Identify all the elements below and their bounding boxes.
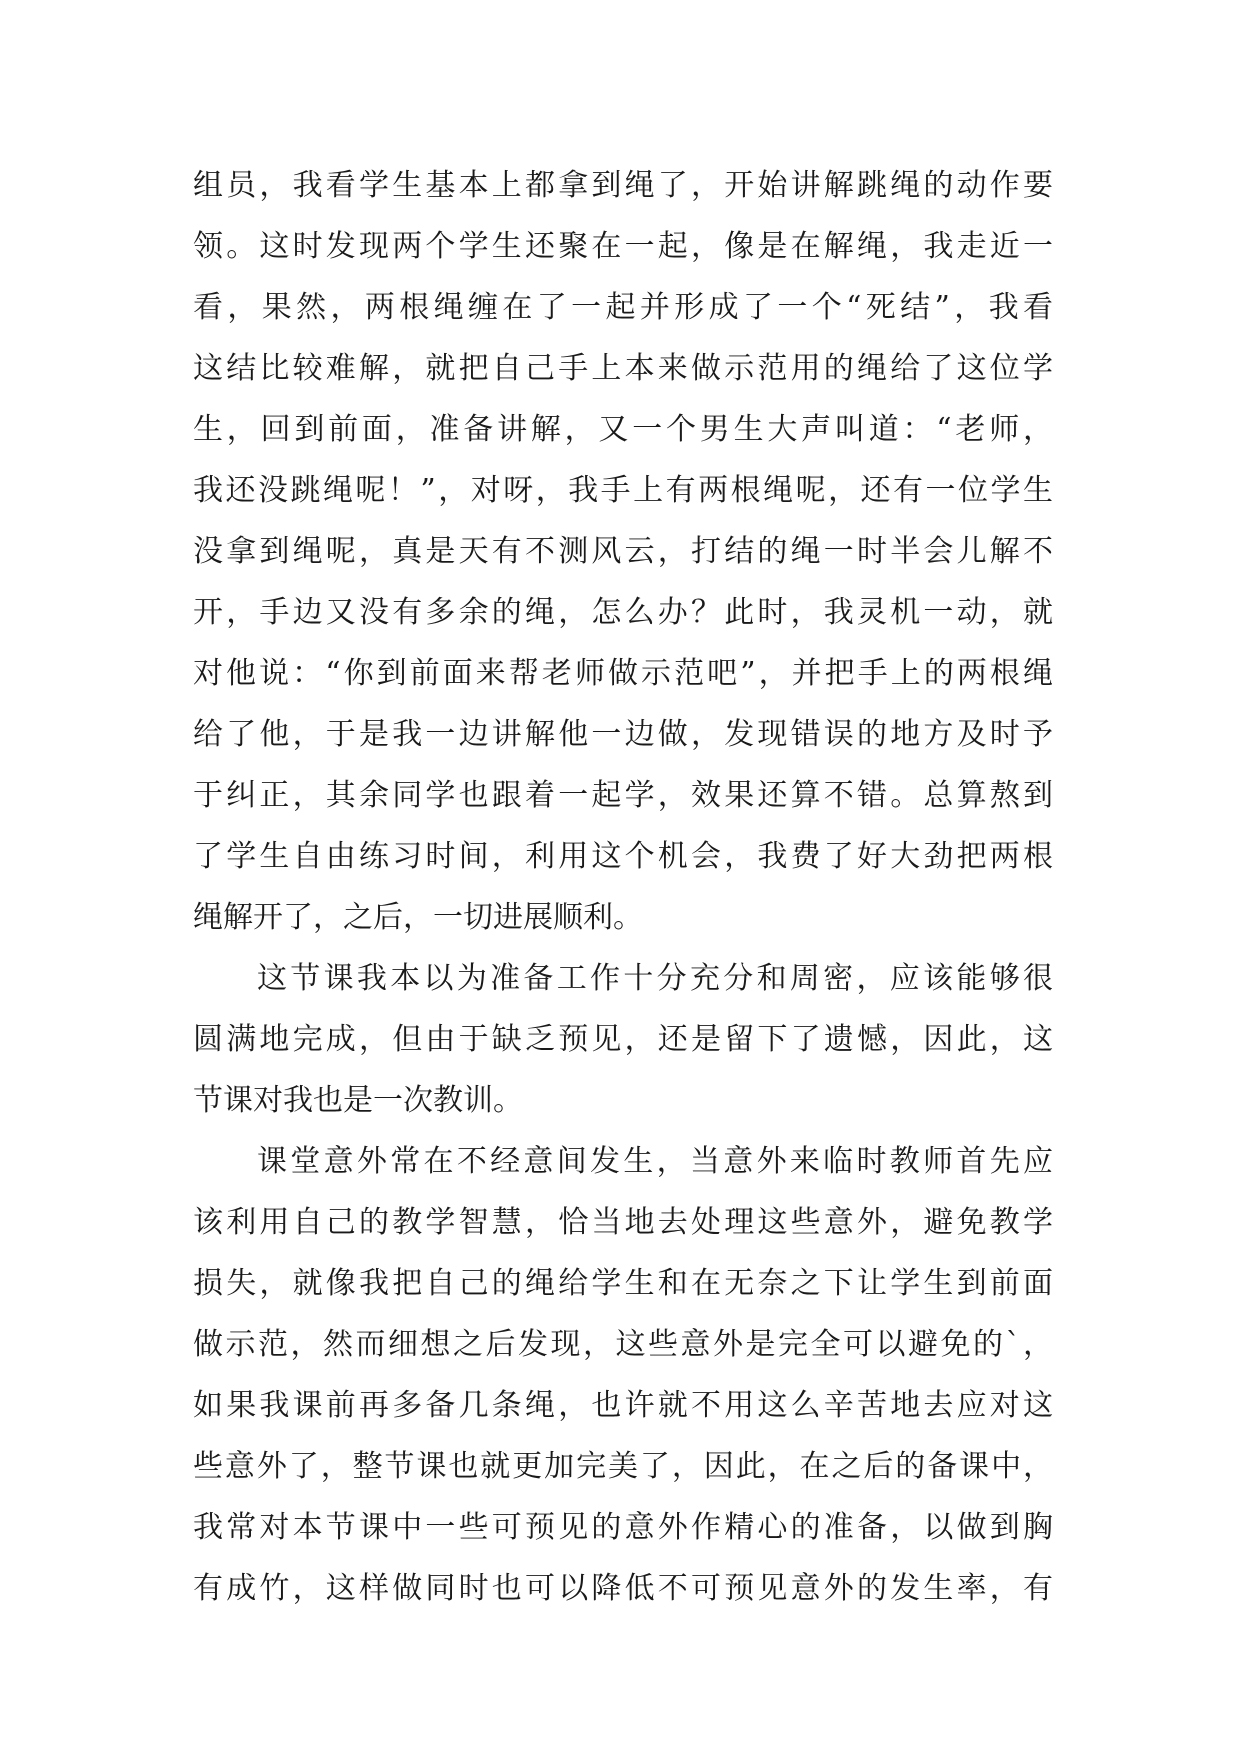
text-line: 绳解开了，之后，一切进展顺利。 — [193, 900, 643, 935]
text-line: 了学生自由练习时间，利用这个机会，我费了好大劲把两根 — [193, 839, 1053, 874]
text-line: 如果我课前再多备几条绳，也许就不用这么辛苦地去应对这 — [193, 1388, 1053, 1423]
text-line: 课堂意外常在不经意间发生，当意外来临时教师首先应 — [257, 1144, 1053, 1179]
text-line: 该利用自己的教学智慧，恰当地去处理这些意外，避免教学 — [193, 1205, 1053, 1240]
text-line: 节课对我也是一次教训。 — [193, 1083, 523, 1118]
text-line: 我还没跳绳呢！”，对呀，我手上有两根绳呢，还有一位学生 — [193, 473, 1053, 508]
text-line: 组员，我看学生基本上都拿到绳了，开始讲解跳绳的动作要 — [193, 168, 1053, 203]
text-line: 生，回到前面，准备讲解，又一个男生大声叫道：“老师， — [193, 412, 1053, 447]
text-line: 看，果然，两根绳缠在了一起并形成了一个“死结”，我看 — [193, 290, 1053, 325]
text-line: 我常对本节课中一些可预见的意外作精心的准备，以做到胸 — [193, 1510, 1053, 1545]
body-text — [193, 155, 1053, 1619]
text-line: 些意外了，整节课也就更加完美了，因此，在之后的备课中， — [193, 1449, 1053, 1484]
text-line: 这结比较难解，就把自己手上本来做示范用的绳给了这位学 — [193, 351, 1053, 386]
text-line: 这节课我本以为准备工作十分充分和周密，应该能够很 — [257, 961, 1053, 996]
text-line: 领。这时发现两个学生还聚在一起，像是在解绳，我走近一 — [193, 229, 1053, 264]
text-line: 损失，就像我把自己的绳给学生和在无奈之下让学生到前面 — [193, 1266, 1053, 1301]
text-line: 给了他，于是我一边讲解他一边做，发现错误的地方及时予 — [193, 717, 1053, 752]
paragraph — [193, 1131, 1053, 1619]
paragraph — [193, 948, 1053, 1131]
text-line: 有成竹，这样做同时也可以降低不可预见意外的发生率，有 — [193, 1571, 1053, 1606]
paragraph — [193, 155, 1053, 948]
text-line: 做示范，然而细想之后发现，这些意外是完全可以避免的`， — [193, 1327, 1053, 1362]
text-line: 没拿到绳呢，真是天有不测风云，打结的绳一时半会儿解不 — [193, 534, 1053, 569]
text-line: 圆满地完成，但由于缺乏预见，还是留下了遗憾，因此，这 — [193, 1022, 1053, 1057]
text-line: 开，手边又没有多余的绳，怎么办？此时，我灵机一动，就 — [193, 595, 1053, 630]
text-line: 对他说：“你到前面来帮老师做示范吧”，并把手上的两根绳 — [193, 656, 1053, 691]
text-line: 于纠正，其余同学也跟着一起学，效果还算不错。总算熬到 — [193, 778, 1053, 813]
